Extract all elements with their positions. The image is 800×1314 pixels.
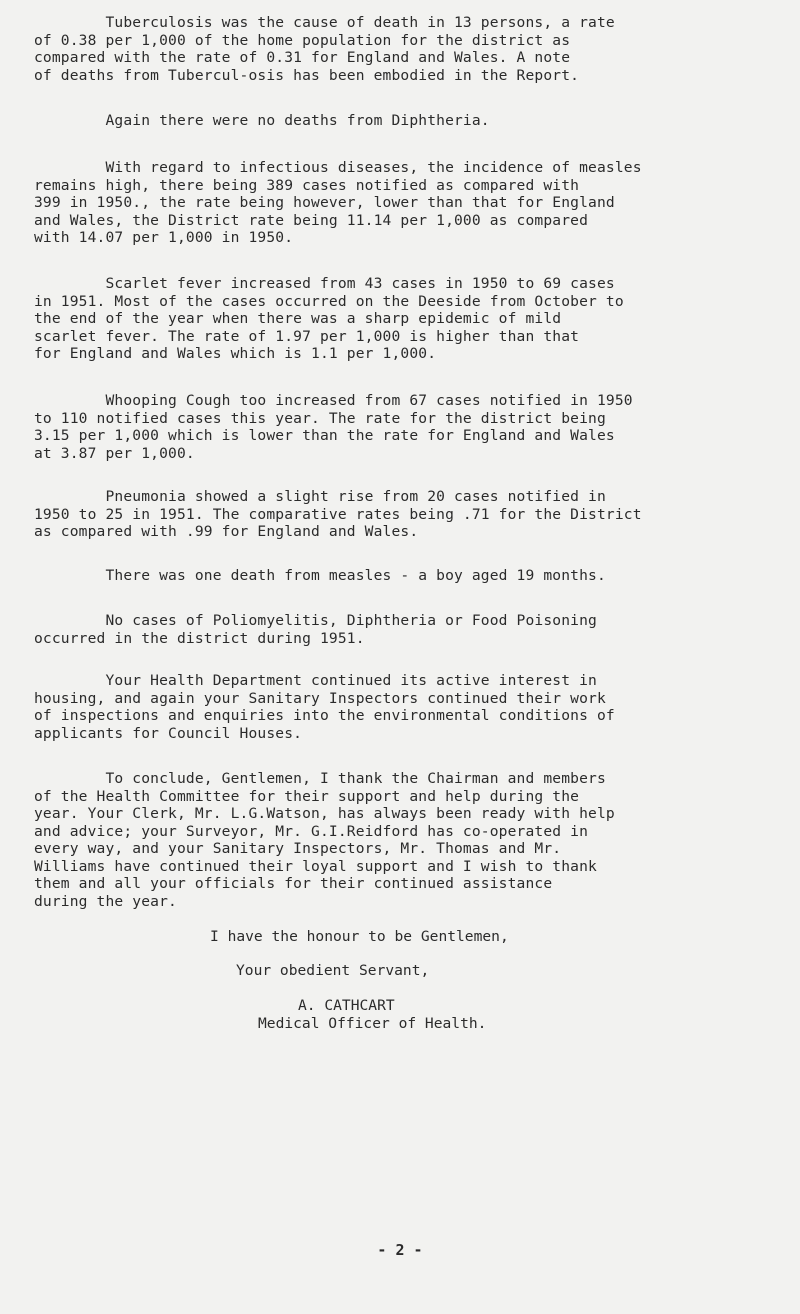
text-line: year. Your Clerk, Mr. L.G.Watson, has always been ready with help bbox=[34, 805, 615, 822]
text-line: No cases of Poliomyelitis, Diphtheria or Food Poisoning bbox=[34, 612, 597, 629]
text-line: to 110 notified cases this year. The rate for the district being bbox=[34, 409, 606, 427]
signatory-title: Medical Officer of Health. bbox=[258, 1015, 487, 1032]
text-line: with 14.07 per 1,000 in 1950. bbox=[34, 229, 294, 246]
signatory-name: A. CATHCART bbox=[298, 997, 395, 1014]
text-line: Whooping Cough too increased from 67 cases notified in 1950 bbox=[34, 392, 633, 409]
text-line: the end of the year when there was a sharp epidemic of mild bbox=[34, 310, 562, 327]
text-line: To conclude, Gentlemen, I thank the Chairman and members bbox=[34, 770, 606, 787]
servant-line: Your obedient Servant, bbox=[236, 962, 430, 979]
text-line: remains high, there being 389 cases notified as compared with bbox=[34, 176, 580, 194]
no-cases-paragraph bbox=[34, 612, 778, 647]
text-line: scarlet fever. The rate of 1.97 per 1,000 is higher than that bbox=[34, 327, 580, 345]
text-line: housing, and again your Sanitary Inspectors continued their work bbox=[34, 689, 606, 707]
text-line: of 0.38 per 1,000 of the home population for the district as bbox=[34, 31, 571, 49]
text-line: Tuberculosis was the cause of death in 13 persons, a rate bbox=[34, 14, 615, 31]
housing-paragraph bbox=[34, 672, 778, 742]
text-line: Your Health Department continued its active interest in bbox=[34, 672, 597, 689]
text-line: of inspections and enquiries into the environmental conditions of bbox=[34, 707, 615, 724]
text-line: of the Health Committee for their support and help during the bbox=[34, 787, 580, 805]
text-line: Pneumonia showed a slight rise from 20 cases notified in bbox=[34, 488, 606, 505]
text-line: and Wales, the District rate being 11.14 per 1,000 as compared bbox=[34, 211, 589, 229]
page-number: - 2 - bbox=[377, 1241, 423, 1259]
text-line: of deaths from Tubercul-osis has been embodied in the Report. bbox=[34, 66, 580, 84]
text-line: Williams have continued their loyal support and I wish to thank bbox=[34, 857, 597, 875]
conclusion-paragraph bbox=[34, 770, 778, 910]
text-line: applicants for Council Houses. bbox=[34, 724, 303, 742]
text-line: as compared with .99 for England and Wales. bbox=[34, 523, 419, 540]
text-line: for England and Wales which is 1.1 per 1,000. bbox=[34, 345, 437, 362]
text-line: and advice; your Surveyor, Mr. G.I.Reidford has co-operated in bbox=[34, 822, 589, 840]
honour-line: I have the honour to be Gentlemen, bbox=[210, 928, 509, 945]
text-line: every way, and your Sanitary Inspectors, Mr. Thomas and Mr. bbox=[34, 840, 562, 857]
text-line: 1950 to 25 in 1951. The comparative rates being .71 for the District bbox=[34, 505, 642, 523]
text-line: There was one death from measles - a boy aged 19 months. bbox=[34, 567, 606, 584]
text-line: compared with the rate of 0.31 for England and Wales. A note bbox=[34, 49, 571, 66]
measles-death-paragraph bbox=[34, 567, 778, 585]
text-line: in 1951. Most of the cases occurred on the Deeside from October to bbox=[34, 292, 624, 310]
diphtheria-paragraph bbox=[34, 112, 778, 130]
pneumonia-paragraph bbox=[34, 488, 778, 541]
text-line: occurred in the district during 1951. bbox=[34, 629, 365, 647]
text-line: Scarlet fever increased from 43 cases in 1950 to 69 cases bbox=[34, 275, 615, 292]
scarlet-fever-paragraph bbox=[34, 275, 778, 363]
measles-paragraph bbox=[34, 159, 778, 247]
text-line: 399 in 1950., the rate being however, lower than that for England bbox=[34, 194, 615, 211]
text-line: them and all your officials for their continued assistance bbox=[34, 875, 553, 892]
text-line: 3.15 per 1,000 which is lower than the rate for England and Wales bbox=[34, 427, 615, 444]
whooping-cough-paragraph bbox=[34, 392, 778, 462]
text-line: Again there were no deaths from Diphtheria. bbox=[34, 112, 490, 129]
text-line: during the year. bbox=[34, 892, 177, 910]
tuberculosis-paragraph bbox=[34, 14, 778, 84]
text-line: at 3.87 per 1,000. bbox=[34, 444, 195, 462]
text-line: With regard to infectious diseases, the incidence of measles bbox=[34, 159, 642, 176]
